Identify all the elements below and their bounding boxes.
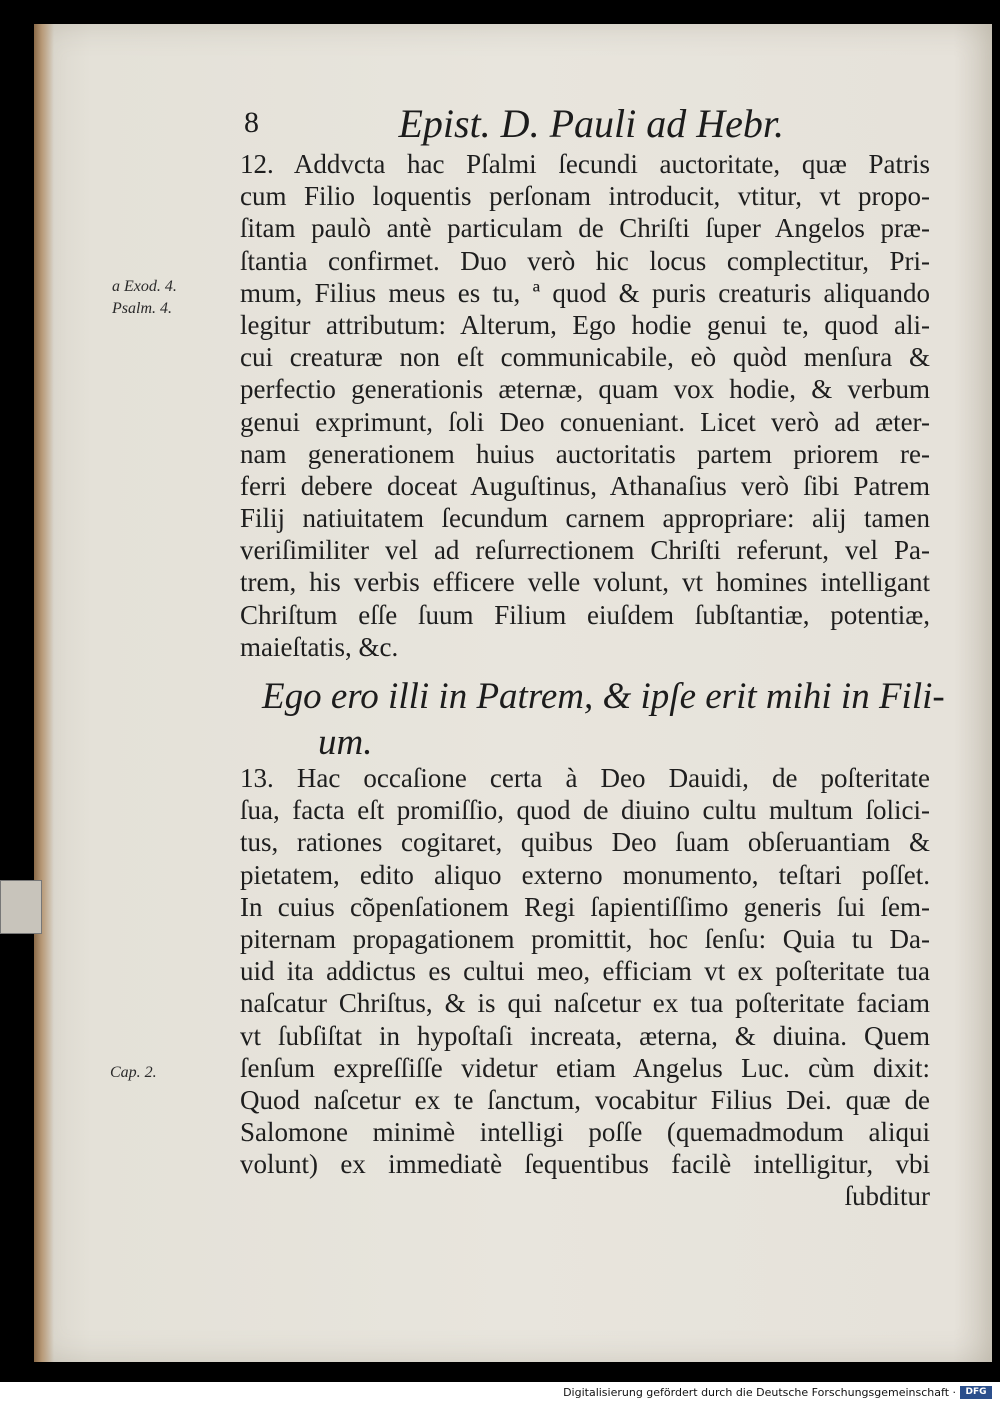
- text-line: maieſtatis, &c.: [240, 631, 399, 662]
- page-header: [240, 100, 790, 150]
- margin-note-exodus: [112, 276, 177, 320]
- text-line: naſcatur Chriſtus, & is qui naſcetur ex tua poſteritate faciam: [240, 988, 930, 1019]
- text-line: veriſimiliter vel ad reſurrectionem Chriſti referunt, vel Pa-: [240, 535, 930, 566]
- text-line: genui exprimunt, ſoli Deo conueniant. Licet verò ad æter-: [240, 406, 930, 437]
- page-number: 8: [244, 106, 259, 139]
- paragraph-13: [240, 762, 930, 1213]
- page-tab-marker: [0, 880, 42, 934]
- dfg-logo: DFG: [960, 1386, 992, 1399]
- page-binding-edge: [34, 24, 54, 1362]
- text-line: uid ita addictus es cultui meo, efficiam vt ex poſteritate tua: [240, 956, 930, 987]
- margin-note-chapter: [110, 1062, 157, 1084]
- text-line: ſua, facta eſt promiſſio, quod de diuino cultu multum ſolici-: [240, 795, 930, 826]
- text-line: 12. Addvcta hac Pſalmi ſecundi auctoritate, quæ Patris: [240, 149, 930, 179]
- margin-note-line: a Exod. 4.: [112, 278, 177, 295]
- margin-note-line: Psalm. 4.: [112, 300, 172, 317]
- text-line: volunt) ex immediatè ſequentibus facilè intelligitur, vbi: [240, 1149, 930, 1180]
- heading-line: Ego ero illi in Patrem, & ipſe erit mihi in Fili-: [262, 676, 945, 717]
- margin-note-line: Cap. 2.: [110, 1064, 157, 1081]
- footer-bar: [0, 1382, 1000, 1404]
- scripture-heading: [262, 674, 945, 766]
- text-line: ſtantia confirmet. Duo verò hic locus complectitur, Pri-: [240, 245, 930, 276]
- text-line: piternam propagationem promittit, hoc ſenſu: Quia tu Da-: [240, 923, 930, 954]
- text-line: Quod naſcetur ex te ſanctum, vocabitur Filius Dei. quæ de: [240, 1084, 930, 1115]
- funding-credit: Digitalisierung gefördert durch die Deutsche Forschungsgemeinschaft ·: [563, 1386, 956, 1399]
- text-line: ferri debere doceat Auguſtinus, Athanaſius verò ſibi Patrem: [240, 470, 930, 501]
- text-line: ſenſum expreſſiſſe videtur etiam Angelus Luc. cùm dixit:: [240, 1052, 930, 1083]
- text-line: In cuius cõpenſationem Regi ſapientiſſimo generis ſui ſem-: [240, 891, 930, 922]
- text-line: legitur attributum: Alterum, Ego hodie genui te, quod ali-: [240, 309, 930, 340]
- text-line: pietatem, edito aliquo externo monumento, teſtari poſſet.: [240, 859, 930, 890]
- text-line: trem, his verbis efficere velle volunt, vt homines intelligant: [240, 567, 930, 598]
- running-title: Epist. D. Pauli ad Hebr.: [398, 101, 784, 146]
- text-line: nam generationem huius auctoritatis partem priorem re-: [240, 438, 930, 469]
- catchword: ſubditur: [844, 1181, 930, 1212]
- text-line: Salomone minimè intelligi poſſe (quemadmodum aliqui: [240, 1117, 930, 1148]
- heading-line: um.: [318, 722, 373, 763]
- text-line: Chriſtum eſſe ſuum Filium eiuſdem ſubſtantiæ, potentiæ,: [240, 599, 930, 630]
- text-line: vt ſubſiſtat in hypoſtaſi increata, æterna, & diuina. Quem: [240, 1020, 930, 1051]
- text-line: perfectio generationis æternæ, quam vox hodie, & verbum: [240, 374, 930, 405]
- text-line: cum Filio loquentis perſonam introducit, vtitur, vt propo-: [240, 181, 930, 212]
- text-line: tus, rationes cogitaret, quibus Deo ſuam obſeruantiam &: [240, 827, 930, 858]
- paragraph-12: [240, 148, 930, 663]
- text-line: cui creaturæ non eſt communicabile, eò quòd menſura &: [240, 342, 930, 373]
- text-line: ſitam paulò antè particulam de Chriſti ſuper Angelos præ-: [240, 213, 930, 244]
- text-line: 13. Hac occaſione certa à Deo Dauidi, de poſteritate: [240, 763, 930, 793]
- text-line: mum, Filius meus es tu, ª quod & puris creaturis aliquando: [240, 277, 930, 308]
- text-line: Filij natiuitatem ſecundum carnem appropriare: alij tamen: [240, 503, 930, 534]
